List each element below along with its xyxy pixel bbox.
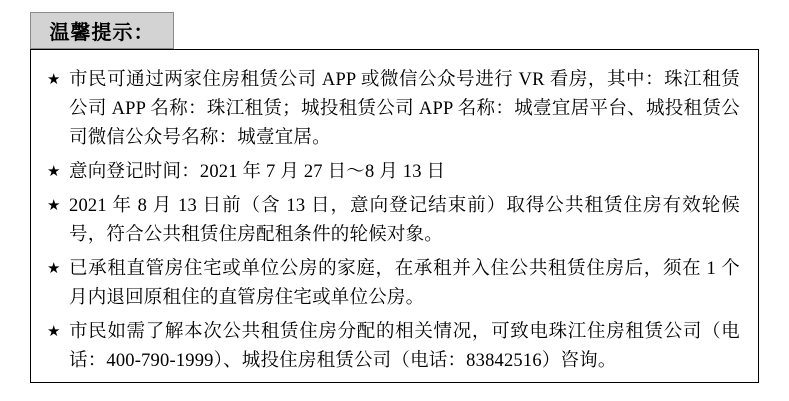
list-item-text: 已承租直管房住宅或单位公房的家庭，在承租并入住公共租赁住房后，须在 1 个月内退回原租住的直管房住宅或单位公房。 xyxy=(69,259,740,308)
list-item xyxy=(47,66,740,153)
notice-body-box xyxy=(30,49,759,383)
notice-header-title: 温馨提示： xyxy=(49,22,155,44)
star-icon: ★ xyxy=(47,324,61,340)
star-icon: ★ xyxy=(47,198,61,214)
list-item xyxy=(47,158,740,187)
list-item-text: 意向登记时间：2021 年 7 月 27 日～8 月 13 日 xyxy=(69,162,446,182)
list-item-text: 市民如需了解本次公共租赁住房分配的相关情况，可致电珠江住房租赁公司（电话：400-790-1999）、城投住房租赁公司（电话：83842516）咨询。 xyxy=(69,322,740,371)
star-icon: ★ xyxy=(47,72,61,88)
list-item xyxy=(47,255,740,313)
notice-header-banner xyxy=(30,12,174,49)
star-icon: ★ xyxy=(47,261,61,277)
notice-bullet-list xyxy=(47,66,740,376)
star-icon: ★ xyxy=(47,164,61,180)
list-item-text: 市民可通过两家住房租赁公司 APP 或微信公众号进行 VR 看房，其中：珠江租赁公司 APP 名称：珠江租赁；城投租赁公司 APP 名称：城壹宜居平台、城投租赁公司微信公众号名称：城壹宜居。 xyxy=(69,70,740,148)
list-item-text: 2021 年 8 月 13 日前（含 13 日，意向登记结束前）取得公共租赁住房有效轮候号，符合公共租赁住房配租条件的轮候对象。 xyxy=(69,196,740,245)
list-item xyxy=(47,318,740,376)
list-item xyxy=(47,192,740,250)
